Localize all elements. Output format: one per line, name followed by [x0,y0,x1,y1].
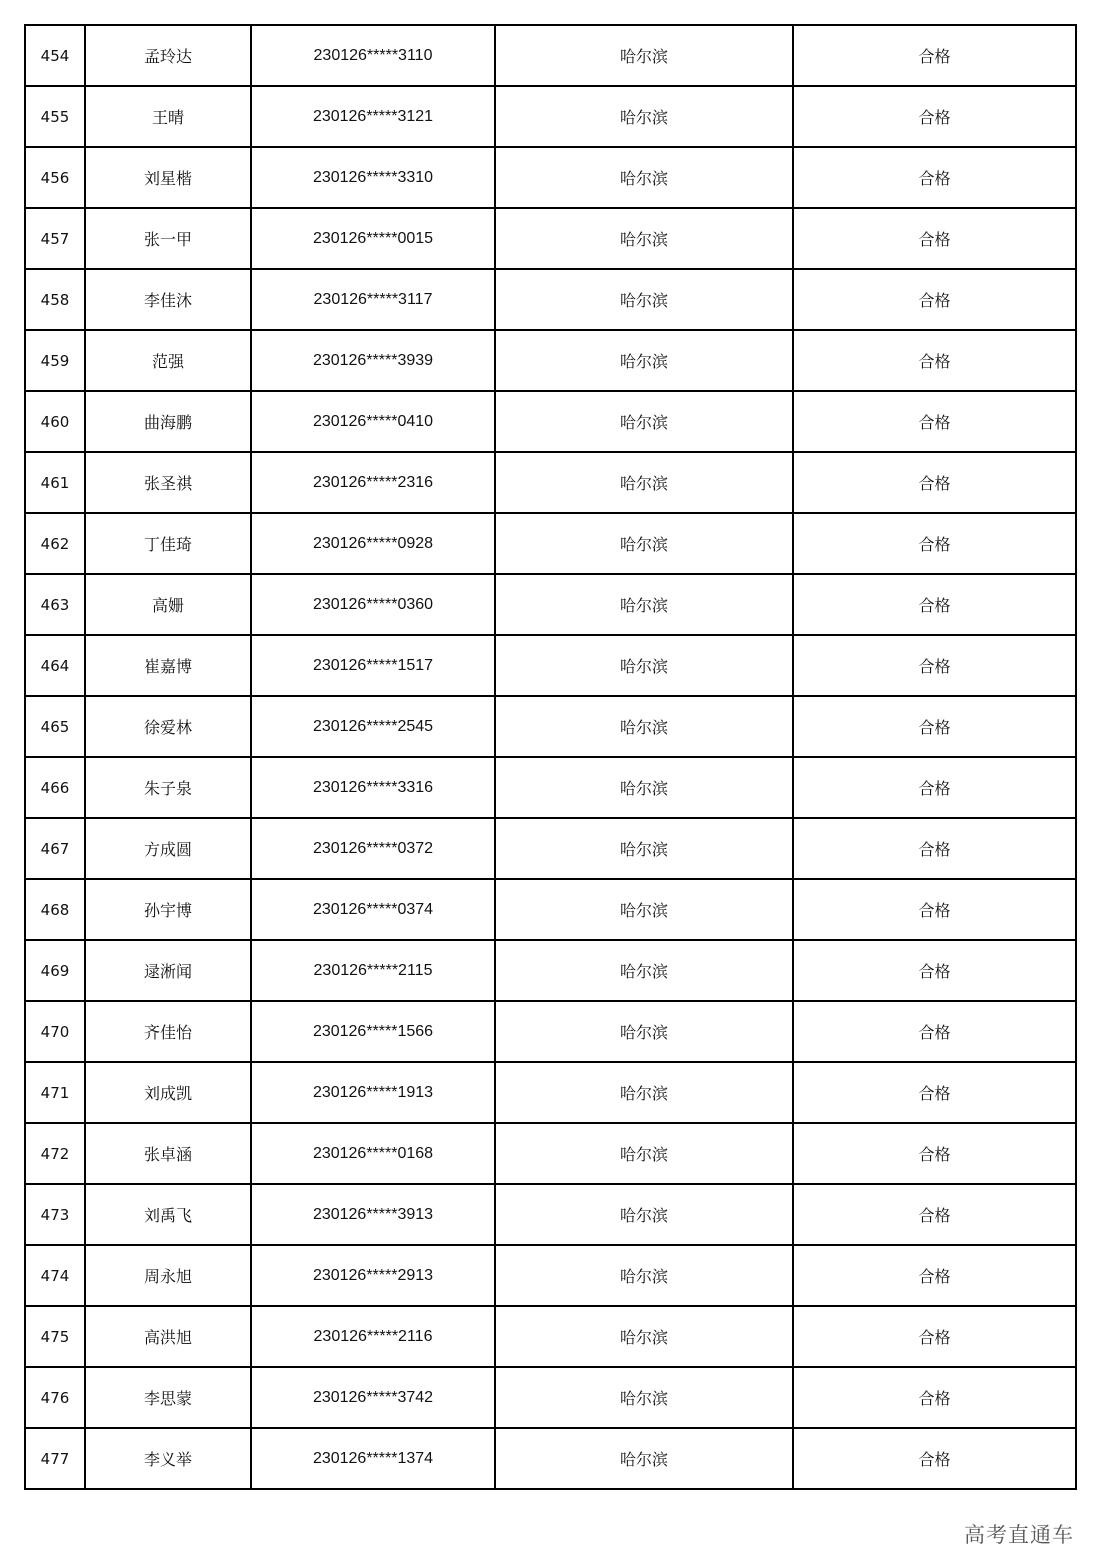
row-number: 455 [25,86,85,147]
table-row [25,696,1076,757]
city: 哈尔滨 [495,1001,793,1062]
person-name: 李义举 [85,1428,251,1489]
result-status: 合格 [793,940,1076,1001]
table-row [25,574,1076,635]
row-number: 458 [25,269,85,330]
row-number: 462 [25,513,85,574]
table-row [25,1001,1076,1062]
person-name: 徐爱林 [85,696,251,757]
city: 哈尔滨 [495,1123,793,1184]
person-name: 张一甲 [85,208,251,269]
table-row [25,940,1076,1001]
table-row [25,818,1076,879]
row-number: 469 [25,940,85,1001]
result-status: 合格 [793,147,1076,208]
person-name: 丁佳琦 [85,513,251,574]
id-number: 230126*****0928 [251,513,495,574]
person-name: 范强 [85,330,251,391]
city: 哈尔滨 [495,757,793,818]
row-number: 477 [25,1428,85,1489]
city: 哈尔滨 [495,147,793,208]
id-number: 230126*****2913 [251,1245,495,1306]
person-name: 高姗 [85,574,251,635]
city: 哈尔滨 [495,269,793,330]
result-status: 合格 [793,818,1076,879]
table-row [25,1062,1076,1123]
id-number: 230126*****1374 [251,1428,495,1489]
row-number: 461 [25,452,85,513]
id-number: 230126*****3316 [251,757,495,818]
city: 哈尔滨 [495,25,793,86]
person-name: 张卓涵 [85,1123,251,1184]
id-number: 230126*****0372 [251,818,495,879]
id-number: 230126*****0410 [251,391,495,452]
result-status: 合格 [793,208,1076,269]
row-number: 470 [25,1001,85,1062]
row-number: 454 [25,25,85,86]
id-number: 230126*****1566 [251,1001,495,1062]
id-number: 230126*****0374 [251,879,495,940]
row-number: 467 [25,818,85,879]
city: 哈尔滨 [495,1245,793,1306]
id-number: 230126*****3121 [251,86,495,147]
city: 哈尔滨 [495,391,793,452]
person-name: 齐佳怡 [85,1001,251,1062]
row-number: 473 [25,1184,85,1245]
table-row [25,147,1076,208]
result-status: 合格 [793,330,1076,391]
id-number: 230126*****0360 [251,574,495,635]
city: 哈尔滨 [495,1367,793,1428]
id-number: 230126*****0015 [251,208,495,269]
city: 哈尔滨 [495,330,793,391]
person-name: 逯淅闻 [85,940,251,1001]
result-status: 合格 [793,1184,1076,1245]
id-number: 230126*****1517 [251,635,495,696]
result-status: 合格 [793,1001,1076,1062]
id-number: 230126*****2316 [251,452,495,513]
id-number: 230126*****3310 [251,147,495,208]
result-status: 合格 [793,1245,1076,1306]
result-status: 合格 [793,452,1076,513]
table-row [25,269,1076,330]
person-name: 周永旭 [85,1245,251,1306]
result-status: 合格 [793,391,1076,452]
person-name: 刘禹飞 [85,1184,251,1245]
results-table-body [25,25,1076,1489]
id-number: 230126*****1913 [251,1062,495,1123]
table-row [25,879,1076,940]
person-name: 孙宇博 [85,879,251,940]
id-number: 230126*****2116 [251,1306,495,1367]
person-name: 李佳沐 [85,269,251,330]
row-number: 472 [25,1123,85,1184]
table-row [25,25,1076,86]
result-status: 合格 [793,25,1076,86]
result-status: 合格 [793,269,1076,330]
row-number: 463 [25,574,85,635]
id-number: 230126*****2545 [251,696,495,757]
result-status: 合格 [793,757,1076,818]
person-name: 孟玲达 [85,25,251,86]
id-number: 230126*****3939 [251,330,495,391]
results-table [24,24,1077,1490]
person-name: 刘星楷 [85,147,251,208]
city: 哈尔滨 [495,1184,793,1245]
table-row [25,330,1076,391]
result-status: 合格 [793,635,1076,696]
person-name: 朱子泉 [85,757,251,818]
result-status: 合格 [793,1367,1076,1428]
city: 哈尔滨 [495,818,793,879]
row-number: 465 [25,696,85,757]
watermark: 高考直通车 [964,1523,1074,1547]
row-number: 468 [25,879,85,940]
person-name: 崔嘉博 [85,635,251,696]
table-row [25,1245,1076,1306]
person-name: 王晴 [85,86,251,147]
table-row [25,757,1076,818]
result-status: 合格 [793,1123,1076,1184]
table-row [25,208,1076,269]
table-row [25,1306,1076,1367]
table-row [25,1367,1076,1428]
person-name: 张圣祺 [85,452,251,513]
city: 哈尔滨 [495,452,793,513]
table-row [25,1184,1076,1245]
table-row [25,1428,1076,1489]
row-number: 474 [25,1245,85,1306]
city: 哈尔滨 [495,208,793,269]
table-row [25,452,1076,513]
person-name: 刘成凯 [85,1062,251,1123]
person-name: 方成圆 [85,818,251,879]
row-number: 471 [25,1062,85,1123]
table-row [25,513,1076,574]
city: 哈尔滨 [495,574,793,635]
city: 哈尔滨 [495,1306,793,1367]
city: 哈尔滨 [495,1428,793,1489]
result-status: 合格 [793,86,1076,147]
row-number: 466 [25,757,85,818]
table-row [25,86,1076,147]
city: 哈尔滨 [495,879,793,940]
city: 哈尔滨 [495,86,793,147]
id-number: 230126*****3110 [251,25,495,86]
row-number: 464 [25,635,85,696]
table-row [25,635,1076,696]
id-number: 230126*****3913 [251,1184,495,1245]
person-name: 高洪旭 [85,1306,251,1367]
row-number: 457 [25,208,85,269]
result-status: 合格 [793,879,1076,940]
city: 哈尔滨 [495,940,793,1001]
id-number: 230126*****3117 [251,269,495,330]
table-row [25,1123,1076,1184]
id-number: 230126*****2115 [251,940,495,1001]
result-status: 合格 [793,513,1076,574]
result-status: 合格 [793,696,1076,757]
row-number: 456 [25,147,85,208]
result-status: 合格 [793,574,1076,635]
id-number: 230126*****3742 [251,1367,495,1428]
row-number: 460 [25,391,85,452]
row-number: 476 [25,1367,85,1428]
city: 哈尔滨 [495,1062,793,1123]
result-status: 合格 [793,1428,1076,1489]
city: 哈尔滨 [495,696,793,757]
row-number: 459 [25,330,85,391]
result-status: 合格 [793,1062,1076,1123]
id-number: 230126*****0168 [251,1123,495,1184]
row-number: 475 [25,1306,85,1367]
table-row [25,391,1076,452]
person-name: 李思蒙 [85,1367,251,1428]
city: 哈尔滨 [495,635,793,696]
city: 哈尔滨 [495,513,793,574]
person-name: 曲海鹏 [85,391,251,452]
result-status: 合格 [793,1306,1076,1367]
